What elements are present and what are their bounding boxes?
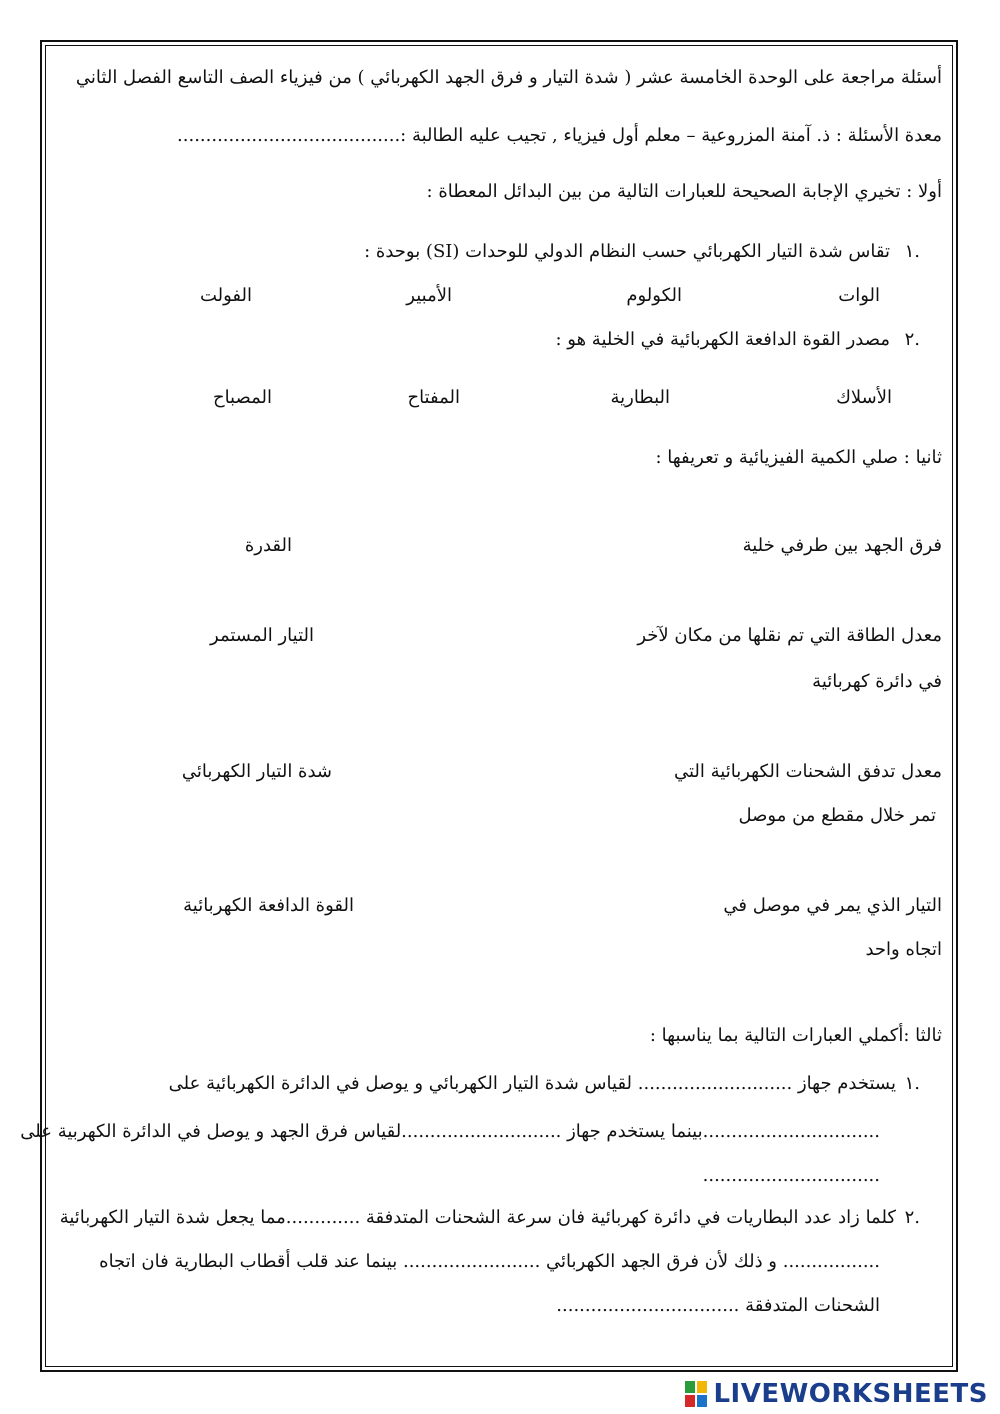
completion-1-number: .١ bbox=[904, 1073, 920, 1094]
q2-option-1[interactable]: الأسلاك bbox=[836, 387, 892, 408]
definition-3-line2: تمر خلال مقطع من موصل bbox=[738, 805, 936, 826]
logo-square-blue bbox=[697, 1395, 707, 1407]
worksheet-title: أسئلة مراجعة على الوحدة الخامسة عشر ( شدة التيار و فرق الجهد الكهربائي ) من فيزياء الصف التاسع الفصل الثاني bbox=[75, 67, 942, 88]
completion-1-line1[interactable]: يستخدم جهاز ........................... لقياس شدة التيار الكهربائي و يوصل في الدائرة الكهربائية على bbox=[168, 1073, 896, 1094]
q2-option-4[interactable]: المصباح bbox=[212, 387, 272, 408]
question-2-text: مصدر القوة الدافعة الكهربائية في الخلية هو : bbox=[555, 329, 890, 350]
completion-2-number: .٢ bbox=[904, 1207, 920, 1228]
definition-4-line1[interactable]: التيار الذي يمر في موصل في bbox=[723, 895, 942, 916]
liveworksheets-logo bbox=[685, 1378, 988, 1410]
q1-option-1[interactable]: الوات bbox=[838, 285, 880, 306]
completion-2-line2[interactable]: ................. و ذلك لأن فرق الجهد الكهربائي ........................ بينما عند قلب أقطاب البطارية فان اتجاه bbox=[99, 1251, 880, 1272]
quantity-1[interactable]: القدرة bbox=[244, 535, 292, 556]
definition-2-line2: في دائرة كهربائية bbox=[812, 671, 942, 692]
completion-2-line1[interactable]: كلما زاد عدد البطاريات في دائرة كهربائية فان سرعة الشحنات المتدفقة .............مما يجعل شدة التيار الكهربائية bbox=[59, 1207, 896, 1228]
completion-1-line3[interactable]: ............................... bbox=[702, 1165, 880, 1186]
quantity-3[interactable]: شدة التيار الكهربائي bbox=[181, 761, 332, 782]
definition-3-line1[interactable]: معدل تدفق الشحنات الكهربائية التي bbox=[674, 761, 942, 782]
question-2-number: .٢ bbox=[904, 329, 920, 350]
logo-square-yellow bbox=[697, 1381, 707, 1393]
q2-option-3[interactable]: المفتاح bbox=[407, 387, 460, 408]
logo-square-red bbox=[685, 1395, 695, 1407]
completion-2-line3[interactable]: الشحنات المتدفقة ................................ bbox=[556, 1295, 880, 1316]
section3-heading: ثالثا :أكملي العبارات التالية بما يناسبها : bbox=[649, 1025, 942, 1046]
completion-1-line2[interactable]: ...............................بينما يستخدم جهاز ............................لقياس فرق الجهد و يوصل في الدائرة الكهربية على bbox=[20, 1121, 880, 1142]
definition-4-line2: اتجاه واحد bbox=[865, 939, 942, 960]
definition-2-line1[interactable]: معدل الطاقة التي تم نقلها من مكان لآخر bbox=[637, 625, 942, 646]
q1-option-3[interactable]: الأمبير bbox=[406, 285, 452, 306]
author-line: معدة الأسئلة : ذ. آمنة المزروعية – معلم أول فيزياء , تجيب عليه الطالبة :....................................... bbox=[177, 125, 942, 146]
liveworksheets-icon bbox=[685, 1381, 707, 1407]
q1-option-4[interactable]: الفولت bbox=[199, 285, 252, 306]
quantity-4[interactable]: القوة الدافعة الكهربائية bbox=[183, 895, 354, 916]
logo-square-green bbox=[685, 1381, 695, 1393]
liveworksheets-brand-text: LIVEWORKSHEETS bbox=[713, 1379, 988, 1409]
q2-option-2[interactable]: البطارية bbox=[610, 387, 670, 408]
question-1-number: .١ bbox=[904, 241, 920, 262]
q1-option-2[interactable]: الكولوم bbox=[626, 285, 682, 306]
question-1-text: تقاس شدة التيار الكهربائي حسب النظام الدولي للوحدات (SI) بوحدة : bbox=[364, 241, 890, 262]
quantity-2[interactable]: التيار المستمر bbox=[210, 625, 314, 646]
definition-1[interactable]: فرق الجهد بين طرفي خلية bbox=[742, 535, 942, 556]
section1-heading: أولا : تخيري الإجابة الصحيحة للعبارات التالية من بين البدائل المعطاة : bbox=[426, 181, 942, 202]
section2-heading: ثانيا : صلي الكمية الفيزيائية و تعريفها : bbox=[655, 447, 942, 468]
